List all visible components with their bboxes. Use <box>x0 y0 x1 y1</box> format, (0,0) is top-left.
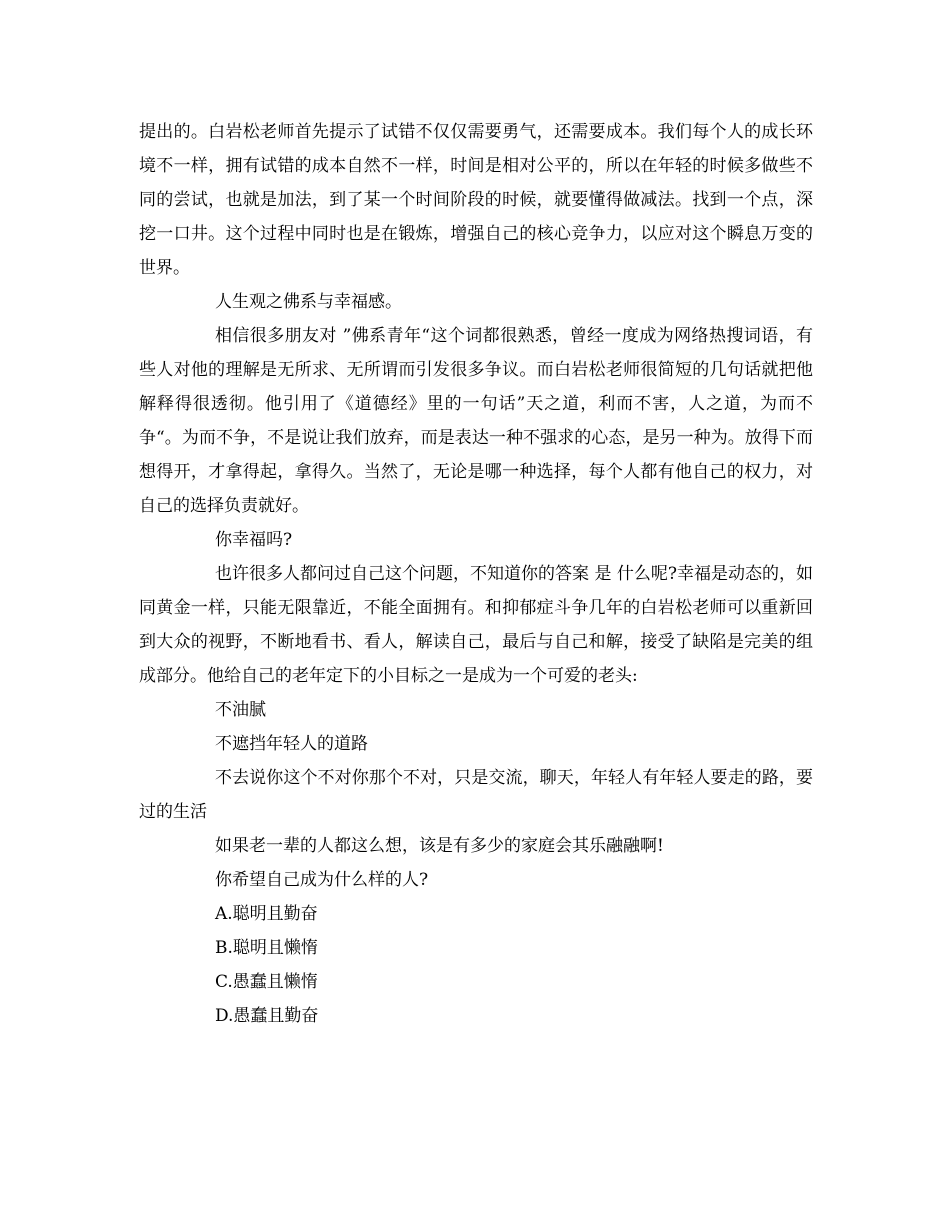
paragraph-happiness: 也许很多人都问过自己这个问题，不知道你的答案 是 什么呢?幸福是动态的，如同黄金一样，只能无限靠近，不能全面拥有。和抑郁症斗争几年的白岩松老师可以重新回到大众的视野，不断地看书、看人，解读自己，最后与自己和解，接受了缺陷是完美的组成部分。他给自己的老年定下的小目标之一是成为一个可爱的老头: <box>139 564 813 686</box>
list-item-not-greasy: 不油腻 <box>215 700 266 720</box>
option-a: A.聪明且勤奋 <box>215 904 318 924</box>
paragraph-buddhist-youth: 相信很多朋友对 ”佛系青年“这个词都很熟悉，曾经一度成为网络热搜词语，有些人对他的理解是无所求、无所谓而引发很多争议。而白岩松老师很简短的几句话就把他解释得很透彻。他引用了《道德经》里的一句话”天之道，利而不害，人之道，为而不争“。为而不争，不是说让我们放弃，而是表达一种不强求的心态，是另一种为。放得下而想得开，才拿得起，拿得久。当然了，无论是哪一种选择，每个人都有他自己的权力，对自己的选择负责就好。 <box>139 326 813 516</box>
option-c: C.愚蠢且懒惰 <box>215 972 318 992</box>
paragraph-family-harmony: 如果老一辈的人都这么想，该是有多少的家庭会其乐融融啊! <box>215 836 664 856</box>
question-are-you-happy: 你幸福吗? <box>215 530 293 550</box>
question-what-person: 你希望自己成为什么样的人? <box>215 870 429 890</box>
document-body <box>139 115 813 1033</box>
list-item-not-blocking: 不遮挡年轻人的道路 <box>215 734 368 754</box>
option-b: B.聪明且懒惰 <box>215 938 318 958</box>
option-d: D.愚蠢且勤奋 <box>215 1006 319 1026</box>
list-item-communicate: 不去说你这个不对你那个不对，只是交流，聊天，年轻人有年轻人要走的路，要过的生活 <box>139 768 813 822</box>
section-heading-buddhist-happiness: 人生观之佛系与幸福感。 <box>215 292 402 312</box>
paragraph-trial-and-error: 提出的。白岩松老师首先提示了试错不仅仅需要勇气，还需要成本。我们每个人的成长环境不一样，拥有试错的成本自然不一样，时间是相对公平的，所以在年轻的时候多做些不同的尝试，也就是加法，到了某一个时间阶段的时候，就要懂得做减法。找到一个点，深挖一口井。这个过程中同时也是在锻炼，增强自己的核心竞争力，以应对这个瞬息万变的世界。 <box>139 122 813 278</box>
